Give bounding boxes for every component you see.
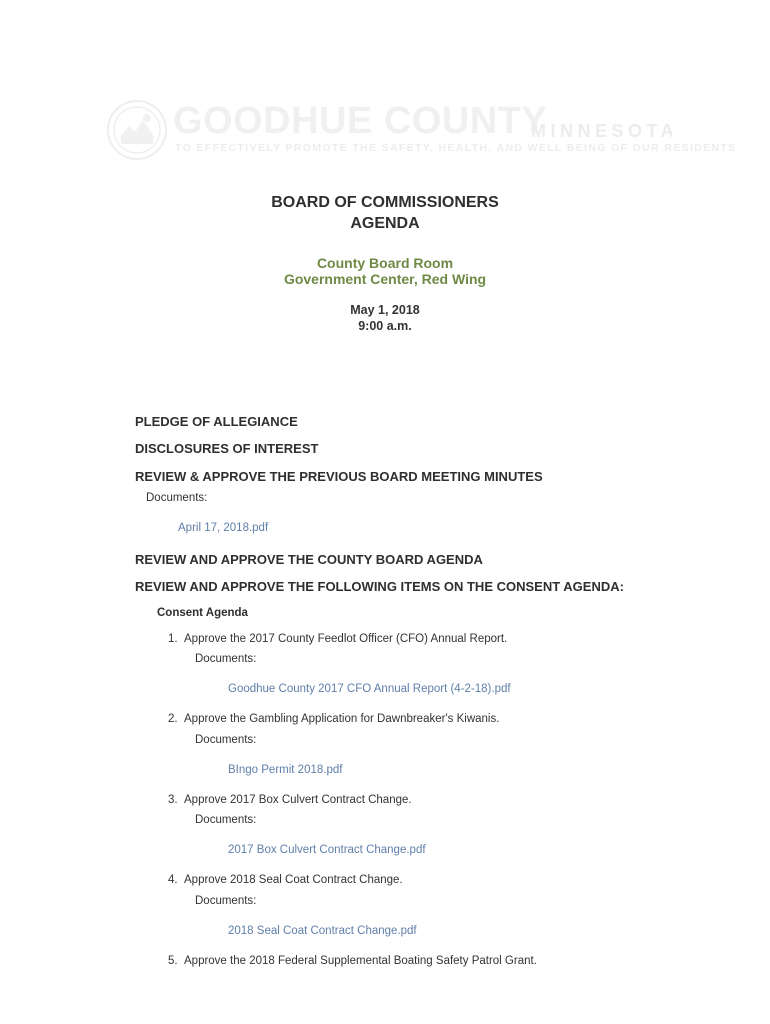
- document-title: BOARD OF COMMISSIONERS: [271, 194, 499, 211]
- tagline-watermark: TO EFFECTIVELY PROMOTE THE SAFETY, HEALTH, AND WELL BEING OF OUR RESIDENTS: [175, 142, 737, 154]
- item-text: Approve 2017 Box Culvert Contract Change.: [184, 794, 412, 806]
- item-number: 4.: [168, 874, 178, 886]
- meeting-date: May 1, 2018: [350, 303, 420, 317]
- meeting-building: Government Center, Red Wing: [283, 271, 487, 287]
- item-text: Approve 2018 Seal Coat Contract Change.: [184, 874, 403, 886]
- documents-label: Documents:: [146, 492, 208, 504]
- item-document-link[interactable]: 2018 Seal Coat Contract Change.pdf: [228, 925, 417, 937]
- meeting-room: County Board Room: [316, 255, 454, 271]
- item-text: Approve the Gambling Application for Dawnbreaker's Kiwanis.: [184, 713, 500, 725]
- consent-item: [168, 954, 537, 968]
- minutes-document-link[interactable]: April 17, 2018.pdf: [178, 522, 269, 534]
- consent-item: [168, 712, 499, 726]
- county-name-watermark: GOODHUE COUNTY: [173, 100, 548, 142]
- document-subtitle: AGENDA: [350, 215, 420, 232]
- section-agenda: REVIEW AND APPROVE THE COUNTY BOARD AGENDA: [135, 552, 483, 567]
- section-disclosures: DISCLOSURES OF INTEREST: [135, 441, 319, 456]
- section-pledge: PLEDGE OF ALLEGIANCE: [135, 414, 298, 429]
- consent-agenda-heading: Consent Agenda: [157, 607, 248, 619]
- item-number: 1.: [168, 633, 178, 645]
- documents-label: Documents:: [195, 895, 257, 907]
- item-document-link[interactable]: BIngo Permit 2018.pdf: [228, 764, 343, 776]
- meeting-time: 9:00 a.m.: [358, 319, 412, 333]
- item-number: 5.: [168, 955, 178, 967]
- county-seal-logo: [107, 100, 167, 160]
- documents-label: Documents:: [195, 653, 257, 665]
- item-number: 2.: [168, 713, 178, 725]
- item-text: Approve the 2017 County Feedlot Officer (CFO) Annual Report.: [184, 633, 508, 645]
- consent-item: [168, 873, 403, 887]
- section-consent: REVIEW AND APPROVE THE FOLLOWING ITEMS ON THE CONSENT AGENDA:: [135, 579, 624, 594]
- consent-item: [168, 632, 507, 646]
- section-minutes: REVIEW & APPROVE THE PREVIOUS BOARD MEETING MINUTES: [135, 469, 543, 484]
- consent-item: [168, 793, 412, 807]
- item-text: Approve the 2018 Federal Supplemental Boating Safety Patrol Grant.: [184, 955, 537, 967]
- item-document-link[interactable]: Goodhue County 2017 CFO Annual Report (4-2-18).pdf: [228, 683, 511, 695]
- documents-label: Documents:: [195, 734, 257, 746]
- item-document-link[interactable]: 2017 Box Culvert Contract Change.pdf: [228, 844, 426, 856]
- state-name-watermark: MINNESOTA: [531, 121, 679, 141]
- documents-label: Documents:: [195, 814, 257, 826]
- item-number: 3.: [168, 794, 178, 806]
